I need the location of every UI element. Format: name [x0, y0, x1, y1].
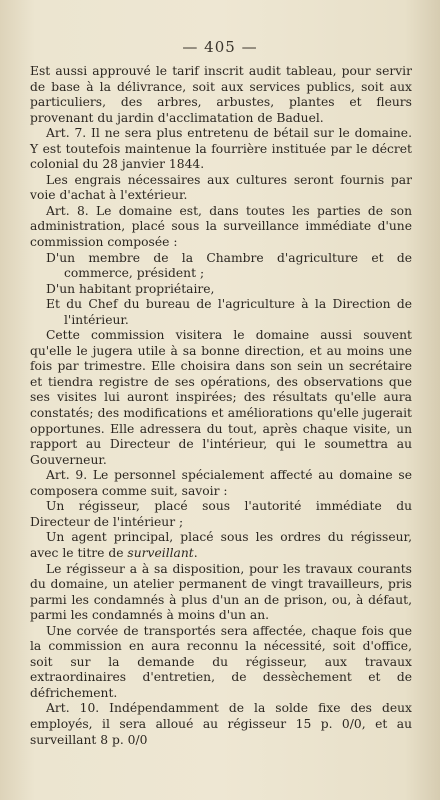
- commission-member-habitant: D'un habitant propriétaire,: [46, 281, 215, 296]
- paragraph-atelier: Le régisseur a à sa disposition, pour les travaux courants du domaine, un atelier permanent de vingt travailleurs, pris parmi les condamnés à plus d'un an de prison, ou, à défaut, parmi les condamnés à moins d'un an.: [30, 561, 412, 623]
- paragraph-regisseur: Un régisseur, placé sous l'autorité immédiate du Directeur de l'intérieur ;: [30, 499, 412, 529]
- paragraph-art-9: Art. 9. Le personnel spécialement affecté au domaine se composera comme suit, savoir :: [30, 468, 412, 498]
- page-number: — 405 —: [182, 38, 258, 56]
- paragraph-tarif: Est aussi approuvé le tarif inscrit audit tableau, pour servir de base à la délivrance, soit aux services publics, soit aux particuliers, des arbres, arbustes, plantes et fleurs provenant du jardin d'acclimatation de Baduel.: [30, 64, 412, 125]
- agent-line-title: surveillant: [127, 545, 194, 560]
- paragraph-art-10: Art. 10. Indépendamment de la solde fixe des deux employés, il sera alloué au régisseur 15 p. 0/0, et au surveillant 8 p. 0/0: [30, 701, 412, 747]
- paragraph-commission-visits: Cette commission visitera le domaine aussi souvent qu'elle le jugera utile à sa bonne direction, et au moins une fois par trimestre. Elle choisira dans son sein un secrétaire et tiendra registre de ses opérations, des observations que ses visites lui auront inspirées; des résultats qu'elle aura constatés; des modifications et améliorations qu'elle jugerait opportunes. Elle adressera du tout, après chaque visite, un rapport au Directeur de l'intérieur, qui le soumettra au Gouverneur.: [30, 328, 412, 467]
- paragraph-agent-principal: [30, 530, 412, 561]
- paragraph-corvee: Une corvée de transportés sera affectée, chaque fois que la commission en aura reconnu la nécessité, soit d'office, soit sur la demande du régisseur, aux travaux extraordinaires d'entretien, de dessèchement et de défrichement.: [30, 623, 412, 700]
- paragraph-engrais: Les engrais nécessaires aux cultures seront fournis par voie d'achat à l'extérieur.: [30, 172, 412, 203]
- agent-line-text: Un agent principal, placé sous les ordres du régisseur, avec le titre de: [30, 530, 412, 560]
- commission-member-chef: Et du Chef du bureau de l'agriculture à la Direction de l'intérieur.: [46, 297, 412, 327]
- page-body: [30, 64, 412, 748]
- commission-member-president: D'un membre de la Chambre d'agriculture et de commerce, président ;: [46, 250, 412, 281]
- paragraph-art-7: Art. 7. Il ne sera plus entretenu de bétail sur le domaine. Y est toutefois maintenue la fourrière instituée par le décret colonial du 28 janvier 1844.: [30, 126, 412, 172]
- paragraph-art-8: Art. 8. Le domaine est, dans toutes les parties de son administration, placé sous la surveillance immédiate d'une commission composée :: [30, 203, 412, 250]
- agent-line-end: .: [193, 545, 198, 560]
